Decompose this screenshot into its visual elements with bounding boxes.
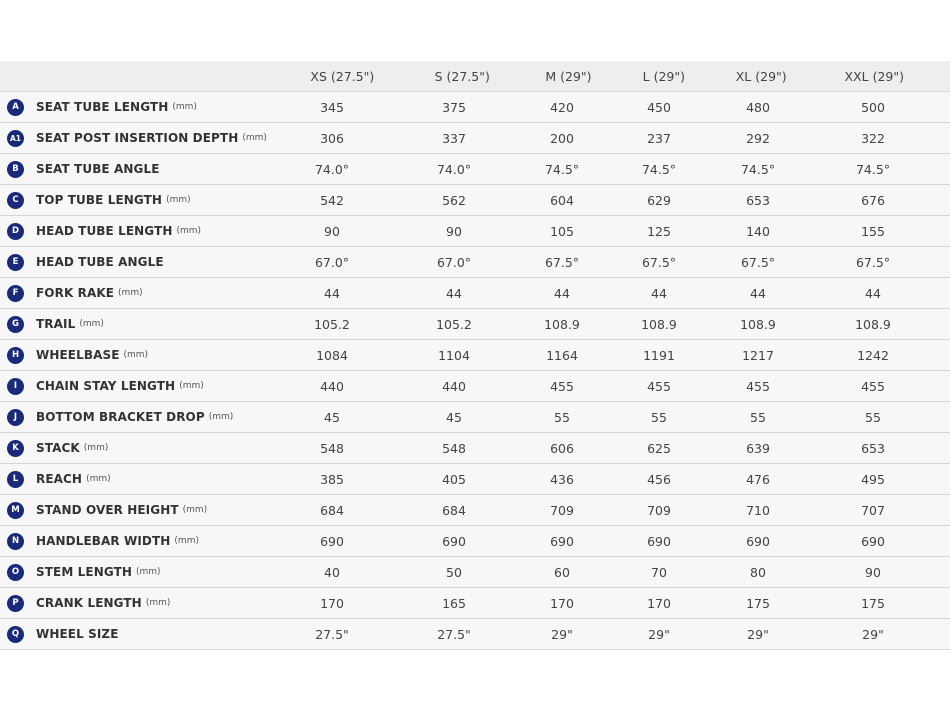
measurement-unit: (mm) (136, 567, 161, 577)
value-cell: 45 (324, 409, 340, 425)
value-cell: 690 (861, 533, 885, 549)
value-cell: 55 (865, 409, 881, 425)
value-cell: 140 (746, 223, 770, 239)
header-size-s: S (27.5") (434, 68, 490, 84)
table-row (0, 495, 950, 526)
value-cell: 322 (861, 130, 885, 146)
value-cell: 707 (861, 502, 885, 518)
measurement-name: HANDLEBAR WIDTH (36, 534, 171, 548)
value-cell: 495 (861, 471, 885, 487)
value-cell: 500 (861, 99, 885, 115)
value-cell: 709 (550, 502, 574, 518)
value-cell: 165 (442, 595, 466, 611)
value-cell: 155 (861, 223, 885, 239)
value-cell: 44 (651, 285, 667, 301)
measurement-name: SEAT TUBE LENGTH (36, 100, 169, 114)
measurement-letter-badge: A1 (7, 130, 24, 147)
value-cell: 44 (446, 285, 462, 301)
measurement-name: SEAT TUBE ANGLE (36, 162, 160, 176)
measurement-unit: (mm) (166, 195, 191, 205)
measurement-letter-badge: J (7, 409, 24, 426)
value-cell: 292 (746, 130, 770, 146)
measurement-name: STACK (36, 441, 80, 455)
value-cell: 690 (550, 533, 574, 549)
value-cell: 27.5" (437, 626, 471, 642)
measurement-unit: (mm) (145, 598, 171, 608)
value-cell: 27.5" (315, 626, 349, 642)
value-cell: 1084 (316, 347, 348, 363)
row-label (0, 347, 282, 364)
value-cell: 476 (746, 471, 770, 487)
value-cell: 90 (446, 223, 462, 239)
measurement-letter-badge: M (7, 502, 24, 519)
measurement-letter-badge: I (7, 378, 24, 395)
table-row (0, 92, 950, 123)
value-cell: 45 (446, 409, 462, 425)
value-cell: 1217 (742, 347, 774, 363)
value-cell: 690 (442, 533, 466, 549)
table-row (0, 216, 950, 247)
measurement-name: WHEELBASE (36, 348, 120, 362)
value-cell: 709 (647, 502, 671, 518)
measurement-unit: (mm) (208, 412, 234, 422)
value-cell: 456 (647, 471, 671, 487)
value-cell: 29" (551, 626, 573, 642)
value-cell: 170 (550, 595, 574, 611)
measurement-unit: (mm) (83, 443, 109, 453)
row-label (0, 223, 282, 240)
value-cell: 455 (861, 378, 885, 394)
value-cell: 548 (320, 440, 344, 456)
value-cell: 67.5° (855, 254, 891, 270)
value-cell: 200 (550, 130, 574, 146)
value-cell: 67.0° (436, 254, 472, 270)
measurement-letter-badge: P (7, 595, 24, 612)
table-row (0, 619, 950, 650)
value-cell: 606 (550, 440, 574, 456)
value-cell: 29" (862, 626, 884, 642)
value-cell: 345 (320, 99, 344, 115)
measurement-letter-badge: G (7, 316, 24, 333)
table-row (0, 309, 950, 340)
header-size-xs: XS (27.5") (310, 68, 375, 84)
measurement-letter-badge: O (7, 564, 24, 581)
value-cell: 29" (747, 626, 769, 642)
table-row (0, 340, 950, 371)
row-label (0, 626, 282, 643)
value-cell: 108.9 (641, 316, 677, 332)
measurement-name: FORK RAKE (36, 286, 115, 300)
value-cell: 29" (648, 626, 670, 642)
measurement-name: STEM LENGTH (36, 565, 132, 579)
row-label (0, 409, 282, 426)
measurement-name: HEAD TUBE ANGLE (36, 255, 164, 269)
value-cell: 450 (647, 99, 671, 115)
measurement-unit: (mm) (172, 102, 197, 112)
geometry-table (0, 61, 950, 650)
table-row (0, 526, 950, 557)
measurement-unit: (mm) (176, 226, 202, 236)
table-row (0, 371, 950, 402)
value-cell: 1242 (857, 347, 889, 363)
value-cell: 548 (442, 440, 466, 456)
table-row (0, 402, 950, 433)
value-cell: 653 (861, 440, 885, 456)
value-cell: 629 (647, 192, 671, 208)
value-cell: 67.5° (740, 254, 776, 270)
header-size-l: L (29") (642, 68, 686, 84)
value-cell: 74.0° (436, 161, 472, 177)
value-cell: 639 (746, 440, 770, 456)
value-cell: 55 (554, 409, 570, 425)
measurement-letter-badge: N (7, 533, 24, 550)
value-cell: 170 (647, 595, 671, 611)
measurement-letter-badge: K (7, 440, 24, 457)
value-cell: 306 (320, 130, 344, 146)
measurement-letter-badge: B (7, 161, 24, 178)
header-size-xl: XL (29") (735, 68, 787, 84)
value-cell: 684 (442, 502, 466, 518)
value-cell: 55 (651, 409, 667, 425)
table-row (0, 588, 950, 619)
table-row (0, 557, 950, 588)
value-cell: 70 (651, 564, 667, 580)
measurement-unit: (mm) (118, 288, 143, 298)
value-cell: 455 (746, 378, 770, 394)
value-cell: 108.9 (740, 316, 776, 332)
row-label (0, 564, 282, 581)
value-cell: 50 (446, 564, 462, 580)
value-cell: 105.2 (314, 316, 350, 332)
value-cell: 80 (750, 564, 766, 580)
value-cell: 67.5° (641, 254, 677, 270)
measurement-unit: (mm) (242, 133, 267, 143)
value-cell: 625 (647, 440, 671, 456)
table-row (0, 247, 950, 278)
measurement-unit: (mm) (174, 536, 199, 546)
value-cell: 405 (442, 471, 466, 487)
value-cell: 237 (647, 130, 671, 146)
value-cell: 375 (442, 99, 466, 115)
measurement-letter-badge: D (7, 223, 24, 240)
value-cell: 684 (320, 502, 344, 518)
value-cell: 108.9 (544, 316, 580, 332)
measurement-unit: (mm) (182, 505, 208, 515)
value-cell: 562 (442, 192, 466, 208)
row-label (0, 130, 282, 147)
measurement-name: CRANK LENGTH (36, 596, 142, 610)
measurement-name: HEAD TUBE LENGTH (36, 224, 173, 238)
measurement-name: TRAIL (36, 317, 76, 331)
value-cell: 170 (320, 595, 344, 611)
value-cell: 436 (550, 471, 574, 487)
measurement-letter-badge: A (7, 99, 24, 116)
header-size-m: M (29") (545, 68, 592, 84)
value-cell: 1191 (643, 347, 675, 363)
row-label (0, 285, 282, 302)
value-cell: 455 (647, 378, 671, 394)
value-cell: 420 (550, 99, 574, 115)
row-label (0, 502, 282, 519)
value-cell: 480 (746, 99, 770, 115)
value-cell: 690 (320, 533, 344, 549)
value-cell: 385 (320, 471, 344, 487)
row-label (0, 533, 282, 550)
value-cell: 44 (554, 285, 570, 301)
measurement-name: REACH (36, 472, 83, 486)
measurement-letter-badge: L (7, 471, 24, 488)
measurement-letter-badge: F (7, 285, 24, 302)
value-cell: 74.5° (544, 161, 580, 177)
measurement-unit: (mm) (123, 350, 149, 360)
measurement-name: TOP TUBE LENGTH (36, 193, 163, 207)
value-cell: 55 (750, 409, 766, 425)
value-cell: 175 (861, 595, 885, 611)
measurement-letter-badge: Q (7, 626, 24, 643)
value-cell: 690 (746, 533, 770, 549)
measurement-letter-badge: C (7, 192, 24, 209)
value-cell: 125 (647, 223, 671, 239)
measurement-unit: (mm) (79, 319, 104, 329)
header-size-xxl: XXL (29") (844, 68, 905, 84)
measurement-letter-badge: E (7, 254, 24, 271)
row-label (0, 99, 282, 116)
value-cell: 440 (320, 378, 344, 394)
table-row (0, 154, 950, 185)
measurement-name: CHAIN STAY LENGTH (36, 379, 176, 393)
value-cell: 604 (550, 192, 574, 208)
value-cell: 710 (746, 502, 770, 518)
value-cell: 90 (865, 564, 881, 580)
value-cell: 653 (746, 192, 770, 208)
measurement-name: SEAT POST INSERTION DEPTH (36, 131, 239, 145)
value-cell: 44 (750, 285, 766, 301)
value-cell: 108.9 (855, 316, 891, 332)
measurement-name: BOTTOM BRACKET DROP (36, 410, 205, 424)
value-cell: 67.0° (314, 254, 350, 270)
value-cell: 542 (320, 192, 344, 208)
value-cell: 337 (442, 130, 466, 146)
value-cell: 440 (442, 378, 466, 394)
value-cell: 60 (554, 564, 570, 580)
value-cell: 175 (746, 595, 770, 611)
value-cell: 105 (550, 223, 574, 239)
value-cell: 74.5° (641, 161, 677, 177)
table-row (0, 433, 950, 464)
header-row (0, 61, 950, 92)
row-label (0, 378, 282, 395)
table-row (0, 123, 950, 154)
table-row (0, 464, 950, 495)
value-cell: 1104 (438, 347, 470, 363)
value-cell: 44 (865, 285, 881, 301)
value-cell: 455 (550, 378, 574, 394)
measurement-unit: (mm) (179, 381, 204, 391)
row-label (0, 595, 282, 612)
value-cell: 676 (861, 192, 885, 208)
measurement-letter-badge: H (7, 347, 24, 364)
value-cell: 44 (324, 285, 340, 301)
row-label (0, 161, 282, 178)
measurement-name: WHEEL SIZE (36, 627, 119, 641)
row-label (0, 471, 282, 488)
value-cell: 90 (324, 223, 340, 239)
value-cell: 74.5° (740, 161, 776, 177)
measurement-unit: (mm) (86, 474, 111, 484)
row-label (0, 254, 282, 271)
value-cell: 40 (324, 564, 340, 580)
row-label (0, 192, 282, 209)
value-cell: 690 (647, 533, 671, 549)
row-label (0, 440, 282, 457)
value-cell: 74.0° (314, 161, 350, 177)
measurement-name: STAND OVER HEIGHT (36, 503, 179, 517)
value-cell: 105.2 (436, 316, 472, 332)
table-row (0, 278, 950, 309)
value-cell: 1164 (546, 347, 578, 363)
value-cell: 67.5° (544, 254, 580, 270)
value-cell: 74.5° (855, 161, 891, 177)
table-body (0, 92, 950, 650)
table-row (0, 185, 950, 216)
row-label (0, 316, 282, 333)
